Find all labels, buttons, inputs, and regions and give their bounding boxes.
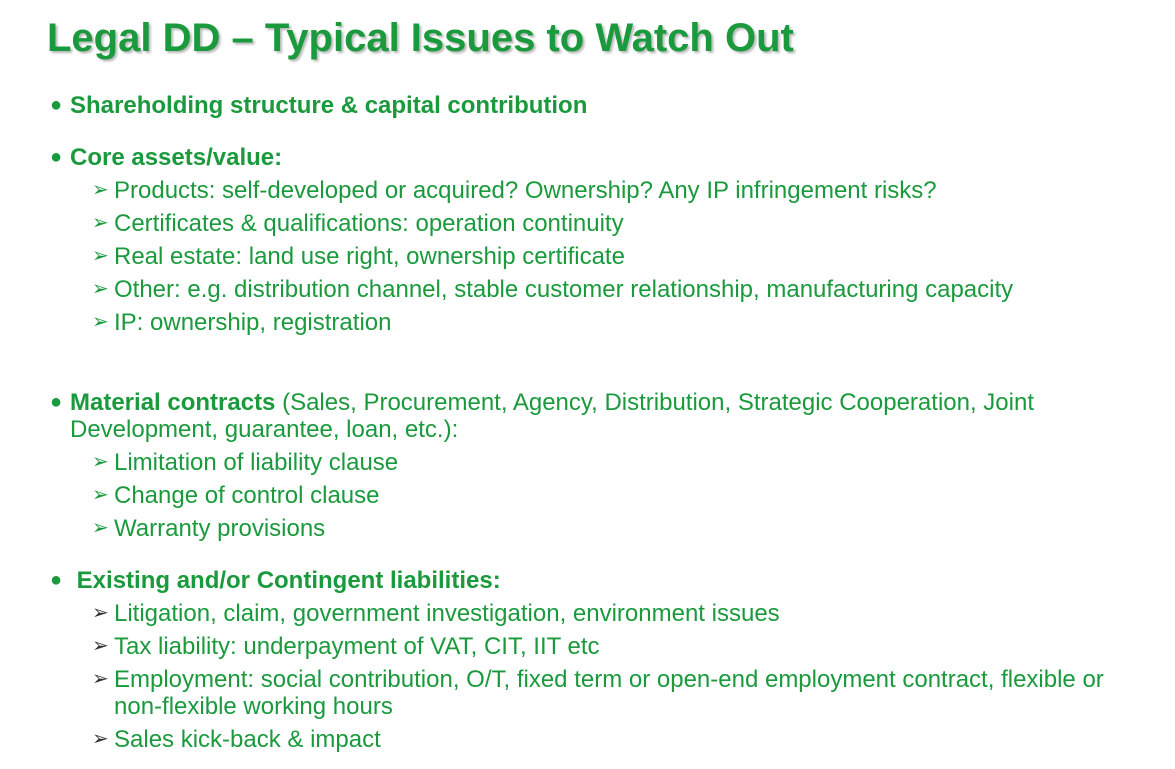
section-heading: [48, 389, 1138, 443]
section-heading-bold: Core assets/value:: [70, 144, 283, 171]
arrow-bullet-icon: ➢: [92, 484, 109, 506]
section-heading: [48, 144, 1148, 171]
list-item-text: Employment: social contribution, O/T, fixed term or open-end employment contract, flexible or non-flexible working hours: [114, 666, 1104, 720]
arrow-bullet-icon: ➢: [92, 517, 109, 539]
arrow-bullet-icon: ➢: [92, 668, 109, 690]
list-item: [92, 600, 1148, 627]
list-item: [92, 210, 1148, 237]
sub-list: [48, 449, 1138, 542]
list-item-text: Products: self-developed or acquired? Ownership? Any IP infringement risks?: [114, 177, 937, 204]
bullet-dot-icon: ●: [50, 391, 63, 413]
section-heading-bold: Material contracts: [70, 389, 276, 416]
bullet-dot-icon: ●: [50, 569, 63, 591]
section-heading-rest: (Sales, Procurement, Agency, Distribution, Strategic Cooperation, Joint Development, guarantee, loan, etc.):: [70, 389, 1034, 443]
list-item-text: IP: ownership, registration: [114, 309, 392, 336]
list-item: [92, 633, 1148, 660]
list-item: [92, 726, 1148, 753]
section-heading: [48, 92, 1148, 119]
section-core-assets: [48, 144, 1148, 342]
arrow-bullet-icon: ➢: [92, 602, 109, 624]
list-item-text: Litigation, claim, government investigation, environment issues: [114, 600, 780, 627]
list-item: [92, 449, 1138, 476]
section-heading: [48, 567, 1148, 594]
list-item-text: Real estate: land use right, ownership certificate: [114, 243, 625, 270]
slide-title: Legal DD – Typical Issues to Watch Out: [47, 16, 794, 60]
arrow-bullet-icon: ➢: [92, 311, 109, 333]
arrow-bullet-icon: ➢: [92, 179, 109, 201]
arrow-bullet-icon: ➢: [92, 451, 109, 473]
section-heading-bold: Existing and/or Contingent liabilities:: [70, 567, 501, 594]
section-shareholding: [48, 92, 1148, 119]
sub-list: [48, 600, 1148, 753]
arrow-bullet-icon: ➢: [92, 728, 109, 750]
list-item: [92, 177, 1148, 204]
list-item: [92, 666, 1148, 720]
bullet-dot-icon: ●: [50, 146, 63, 168]
bullet-dot-icon: ●: [50, 94, 63, 116]
section-material-contracts: [48, 389, 1138, 548]
list-item-text: Other: e.g. distribution channel, stable customer relationship, manufacturing capacity: [114, 276, 1014, 303]
section-liabilities: [48, 567, 1148, 759]
arrow-bullet-icon: ➢: [92, 212, 109, 234]
list-item: [92, 482, 1138, 509]
list-item-text: Tax liability: underpayment of VAT, CIT, IIT etc: [114, 633, 600, 660]
arrow-bullet-icon: ➢: [92, 245, 109, 267]
list-item-text: Limitation of liability clause: [114, 449, 399, 476]
list-item: [92, 515, 1138, 542]
section-heading-bold: Shareholding structure & capital contribution: [70, 92, 588, 119]
list-item: [92, 243, 1148, 270]
list-item-text: Sales kick-back & impact: [114, 726, 381, 753]
list-item-text: Certificates & qualifications: operation continuity: [114, 210, 624, 237]
list-item: [92, 276, 1148, 303]
list-item: [92, 309, 1148, 336]
arrow-bullet-icon: ➢: [92, 278, 109, 300]
list-item-text: Change of control clause: [114, 482, 380, 509]
arrow-bullet-icon: ➢: [92, 635, 109, 657]
list-item-text: Warranty provisions: [114, 515, 326, 542]
sub-list: [48, 177, 1148, 336]
